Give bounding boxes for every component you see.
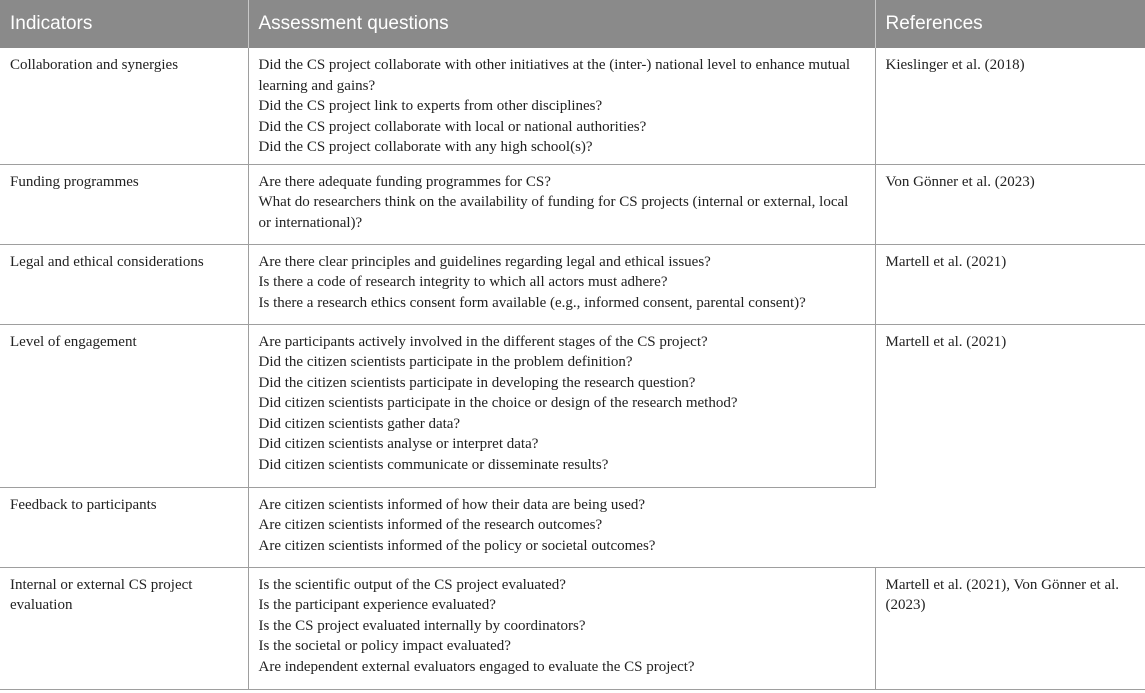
reference-cell: Martell et al. (2021) bbox=[875, 324, 1145, 567]
questions-cell bbox=[248, 164, 875, 244]
question: Did the CS project collaborate with other initiatives at the (inter-) national level to enhance mutual learning and gains? bbox=[258, 57, 851, 94]
question: Is the scientific output of the CS project evaluated? bbox=[258, 576, 566, 593]
indicator-cell: Collaboration and synergies bbox=[0, 48, 248, 164]
question: Are there adequate funding programmes for CS? bbox=[258, 173, 551, 190]
table-row bbox=[0, 244, 1145, 324]
reference-cell: Martell et al. (2021), Von Gönner et al. (2023) bbox=[875, 567, 1145, 689]
question: Is the participant experience evaluated? bbox=[258, 597, 496, 613]
question: Did the citizen scientists participate in the problem definition? bbox=[258, 354, 633, 370]
question: Is the CS project evaluated internally by coordinators? bbox=[258, 617, 586, 634]
table-header bbox=[0, 0, 1145, 48]
question: Are there clear principles and guidelines regarding legal and ethical issues? bbox=[258, 253, 711, 270]
questions-cell bbox=[248, 244, 875, 324]
question: Did the CS project link to experts from other disciplines? bbox=[258, 98, 603, 114]
header-assessment-questions: Assessment questions bbox=[248, 0, 875, 48]
question: Did the CS project collaborate with local or national authorities? bbox=[258, 118, 647, 135]
reference-cell: Martell et al. (2021) bbox=[875, 244, 1145, 324]
question: Is the societal or policy impact evaluated? bbox=[258, 638, 511, 654]
question: Did citizen scientists gather data? bbox=[258, 415, 461, 432]
question: Did citizen scientists analyse or interpret data? bbox=[258, 436, 539, 452]
table-row bbox=[0, 567, 1145, 689]
questions-cell bbox=[248, 487, 875, 567]
indicator-cell: Internal or external CS project evaluation bbox=[0, 567, 248, 689]
questions-cell bbox=[248, 324, 875, 487]
table-row bbox=[0, 164, 1145, 244]
question: Are citizen scientists informed of the research outcomes? bbox=[258, 517, 603, 533]
indicator-cell: Level of engagement bbox=[0, 324, 248, 487]
header-indicators: Indicators bbox=[0, 0, 248, 48]
indicator-cell: Feedback to participants bbox=[0, 487, 248, 567]
question: Is there a code of research integrity to which all actors must adhere? bbox=[258, 274, 668, 290]
header-row bbox=[0, 0, 1145, 48]
header-references: References bbox=[875, 0, 1145, 48]
table-row bbox=[0, 48, 1145, 164]
questions-cell bbox=[248, 48, 875, 164]
reference-cell: Kieslinger et al. (2018) bbox=[875, 48, 1145, 164]
question: What do researchers think on the availability of funding for CS projects (internal or external, local or international)? bbox=[258, 194, 849, 231]
indicator-cell: Legal and ethical considerations bbox=[0, 244, 248, 324]
question: Are participants actively involved in the different stages of the CS project? bbox=[258, 333, 708, 350]
table-body bbox=[0, 48, 1145, 689]
question: Are independent external evaluators engaged to evaluate the CS project? bbox=[258, 658, 695, 675]
table-row bbox=[0, 324, 1145, 487]
question: Is there a research ethics consent form available (e.g., informed consent, parental consent)? bbox=[258, 294, 806, 311]
question: Did the citizen scientists participate in developing the research question? bbox=[258, 374, 696, 391]
question: Did citizen scientists participate in the choice or design of the research method? bbox=[258, 395, 738, 411]
indicator-cell: Funding programmes bbox=[0, 164, 248, 244]
question: Did citizen scientists communicate or disseminate results? bbox=[258, 456, 609, 473]
question: Are citizen scientists informed of the policy or societal outcomes? bbox=[258, 537, 656, 554]
question: Did the CS project collaborate with any high school(s)? bbox=[258, 139, 593, 155]
question: Are citizen scientists informed of how their data are being used? bbox=[258, 496, 646, 513]
reference-cell: Von Gönner et al. (2023) bbox=[875, 164, 1145, 244]
questions-cell bbox=[248, 567, 875, 689]
